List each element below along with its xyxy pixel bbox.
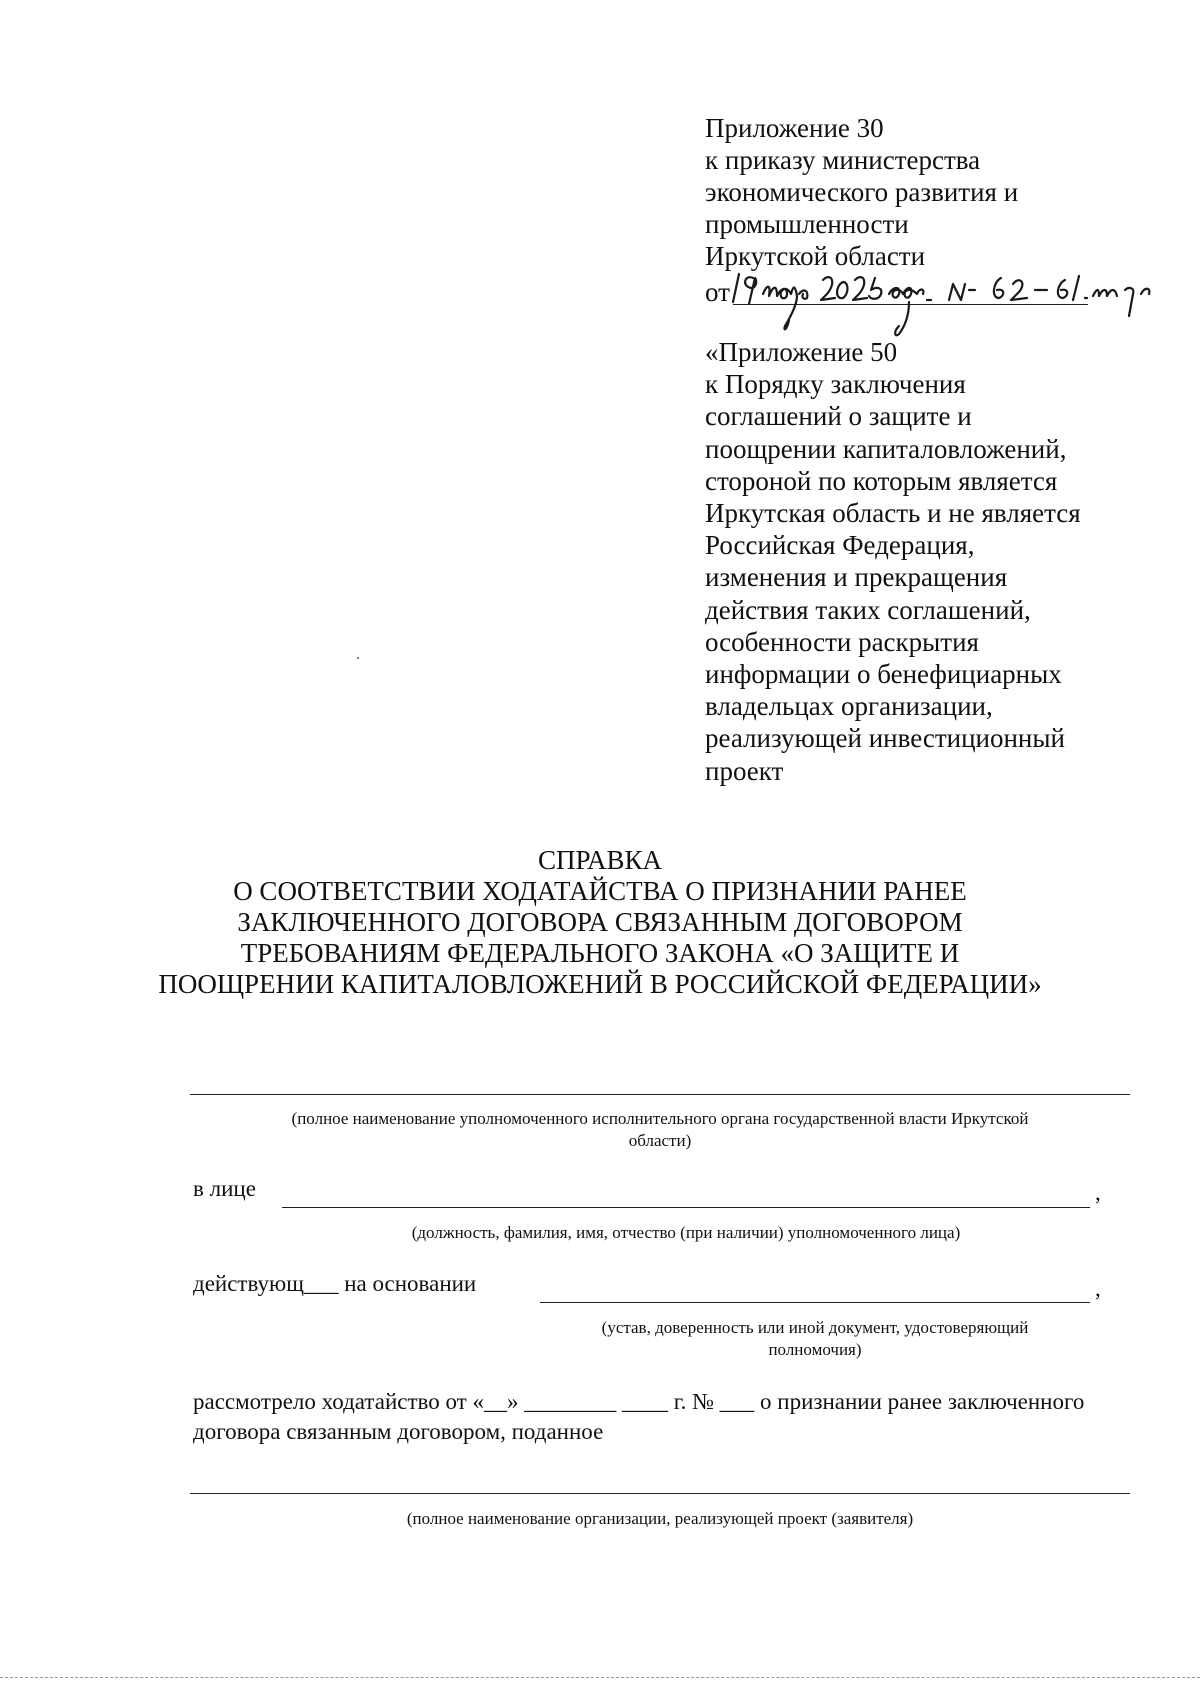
order-date-row [705, 272, 1018, 306]
appendix-30-line: экономического развития и [705, 177, 1019, 207]
appendix-50-line: проект [705, 755, 784, 786]
document-title [150, 845, 1050, 1000]
acting-label: действующ___ на основании [193, 1271, 477, 1296]
appendix-50-line: изменения и прекращения [705, 562, 1008, 593]
title-line: ПООЩРЕНИИ КАПИТАЛОВЛОЖЕНИЙ В РОССИЙСКОЙ ФЕДЕРАЦИИ» [158, 969, 1042, 999]
basis-caption-line: (устав, доверенность или иной документ, удостоверяющий [601, 1318, 1029, 1337]
appendix-30-line: Иркутской области [705, 241, 926, 271]
appendix-50-line: реализующей инвестиционный [705, 723, 1065, 754]
page-edge-rule [0, 1677, 1200, 1678]
applicant-field[interactable] [190, 1493, 1130, 1494]
appendix-50-line: Иркутская область и не является [705, 498, 1081, 529]
appendix-50-line: информации о бенефициарных [705, 659, 1062, 690]
person-field[interactable] [282, 1207, 1090, 1208]
basis-field[interactable] [540, 1302, 1090, 1303]
appendix-30-line: промышленности [705, 209, 909, 239]
in-person-label: в лице [193, 1176, 256, 1201]
authority-caption [190, 1108, 1130, 1152]
order-date-prefix: от [705, 277, 730, 307]
appendix-50-line: к Порядку заключения [705, 369, 966, 400]
title-line: О СООТВЕТСТВИИ ХОДАТАЙСТВА О ПРИЗНАНИИ РАНЕЕ [233, 876, 967, 906]
appendix-30-line: Приложение 30 [705, 113, 884, 143]
comma: , [1095, 1276, 1101, 1301]
comma: , [1095, 1180, 1101, 1205]
person-caption: (должность, фамилия, имя, отчество (при наличии) уполномоченного лица) [411, 1223, 961, 1242]
appendix-50-line: соглашений о защите и [705, 401, 972, 432]
appendix-50-line: Российская Федерация, [705, 530, 975, 561]
appendix-50-line: владельцах организации, [705, 691, 993, 722]
appendix-50-line: «Приложение 50 [705, 337, 898, 367]
appendix-50-line: поощрении капиталовложений, [705, 433, 1067, 464]
appendix-50-line: особенности раскрытия [705, 626, 979, 657]
appendix-50-header [705, 336, 1081, 787]
reviewed-line: рассмотрело ходатайство от «__» ________ ____ г. № ___ о признании ранее заключенного [193, 1389, 1085, 1414]
title-line: ЗАКЛЮЧЕННОГО ДОГОВОРА СВЯЗАННЫМ ДОГОВОРОМ [237, 907, 963, 937]
applicant-caption: (полное наименование организации, реализующей проект (заявителя) [406, 1509, 914, 1528]
title-line: СПРАВКА [537, 845, 663, 875]
reviewed-text [193, 1387, 1084, 1447]
authority-caption-line: (полное наименование уполномоченного исполнительного органа государственной власти Иркутской [291, 1109, 1029, 1128]
scan-speck [357, 657, 359, 659]
authority-caption-line: области) [628, 1131, 692, 1150]
appendix-30-header [705, 112, 1018, 306]
appendix-50-line: стороной по которым является [705, 465, 1058, 496]
basis-caption [540, 1317, 1090, 1361]
appendix-50-line: действия таких соглашений, [705, 594, 1031, 625]
authority-name-field[interactable] [190, 1094, 1130, 1095]
reviewed-line: договора связанным договором, поданное [193, 1419, 604, 1444]
basis-caption-line: полномочия) [768, 1340, 862, 1359]
appendix-30-line: к приказу министерства [705, 145, 981, 175]
title-line: ТРЕБОВАНИЯМ ФЕДЕРАЛЬНОГО ЗАКОНА «О ЗАЩИТЕ И [240, 938, 960, 968]
